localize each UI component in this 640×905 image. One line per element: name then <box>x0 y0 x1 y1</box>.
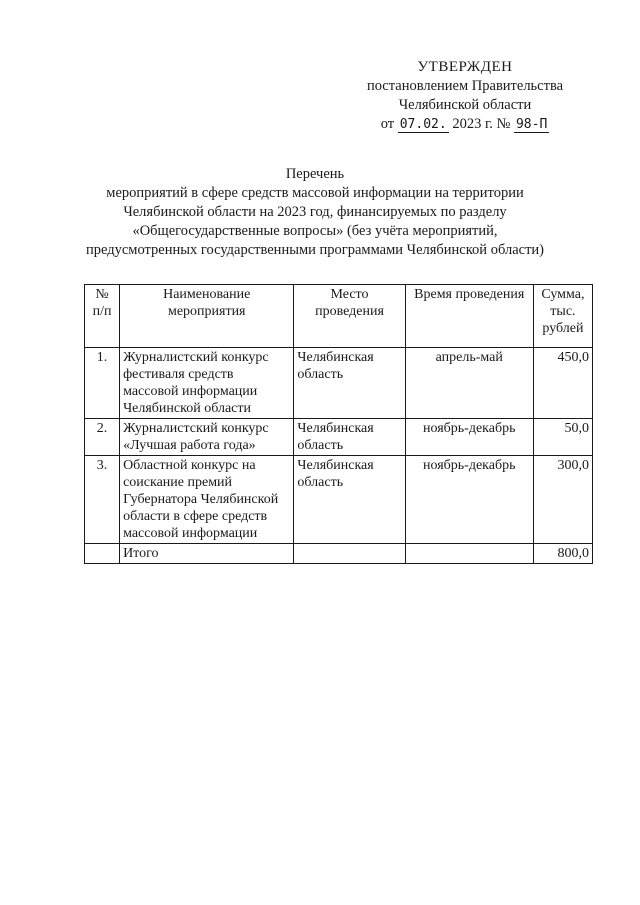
table-total-row <box>85 544 593 564</box>
header-sum: Сумма, тыс. рублей <box>533 285 592 348</box>
year-text: 2023 г. № <box>452 116 511 132</box>
header-place: Место проведения <box>294 285 405 348</box>
row-sum: 50,0 <box>533 419 592 456</box>
table-row <box>85 419 593 456</box>
approval-date-line <box>350 115 580 134</box>
row-name: Журналистский конкурс фестиваля средств массовой информации Челябинской области <box>120 348 294 419</box>
total-place-cell <box>294 544 405 564</box>
header-num: № п/п <box>85 285 120 348</box>
row-sum: 450,0 <box>533 348 592 419</box>
row-name: Журналистский конкурс «Лучшая работа года» <box>120 419 294 456</box>
row-place: Челябинская область <box>294 348 405 419</box>
approval-block <box>350 58 580 134</box>
heading-line-4: «Общегосударственные вопросы» (без учёта мероприятий, <box>132 223 498 239</box>
table-header-row <box>85 285 593 348</box>
row-time: ноябрь-декабрь <box>405 456 533 544</box>
total-time-cell <box>405 544 533 564</box>
heading-line-1: Перечень <box>285 166 345 182</box>
header-time: Время проведения <box>405 285 533 348</box>
date-value: 07.02. <box>399 117 447 132</box>
heading-line-2: мероприятий в сфере средств массовой информации на территории <box>106 185 524 201</box>
row-place: Челябинская область <box>294 419 405 456</box>
approval-line-2: Челябинской области <box>398 97 532 113</box>
total-sum: 800,0 <box>533 544 592 564</box>
approval-line-1: постановлением Правительства <box>366 78 564 94</box>
heading-line-3: Челябинской области на 2023 год, финансируемых по разделу <box>123 204 507 220</box>
total-label: Итого <box>120 544 294 564</box>
document-heading <box>60 165 570 260</box>
row-time: апрель-май <box>405 348 533 419</box>
resolution-number: 98-П <box>515 117 548 132</box>
row-name: Областной конкурс на соискание премий Губернатора Челябинской области в сфере средств массовой информации <box>120 456 294 544</box>
table-row <box>85 348 593 419</box>
row-sum: 300,0 <box>533 456 592 544</box>
row-num: 1. <box>85 348 120 419</box>
heading-line-5: предусмотренных государственными программами Челябинской области) <box>85 242 544 258</box>
events-table <box>84 284 593 564</box>
total-num-cell <box>85 544 120 564</box>
row-num: 3. <box>85 456 120 544</box>
row-place: Челябинская область <box>294 456 405 544</box>
header-name: Наименование мероприятия <box>120 285 294 348</box>
approval-title: УТВЕРЖДЕН <box>417 59 513 75</box>
date-prefix: от <box>380 116 395 132</box>
table-row <box>85 456 593 544</box>
row-num: 2. <box>85 419 120 456</box>
row-time: ноябрь-декабрь <box>405 419 533 456</box>
